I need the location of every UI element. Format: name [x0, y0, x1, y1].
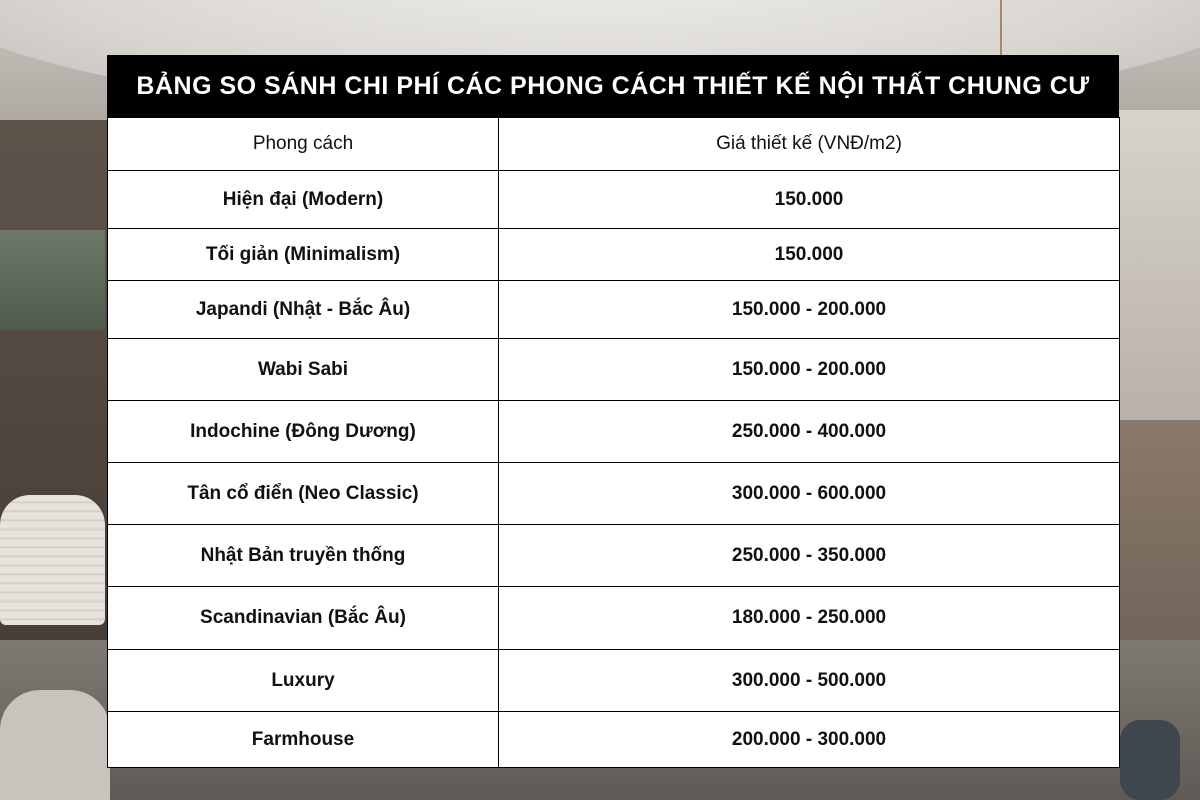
row-price: 250.000 - 350.000	[499, 525, 1120, 587]
table-row	[108, 587, 1120, 650]
row-style: Farmhouse	[108, 712, 499, 768]
row-price: 150.000 - 200.000	[499, 339, 1120, 401]
table-row	[108, 401, 1120, 463]
table-row	[108, 171, 1120, 229]
chair-decor	[0, 495, 105, 625]
row-style: Japandi (Nhật - Bắc Âu)	[108, 281, 499, 339]
table-row	[108, 339, 1120, 401]
price-table	[107, 117, 1120, 768]
row-price: 180.000 - 250.000	[499, 587, 1120, 650]
pillow-right-decor	[1120, 720, 1180, 800]
row-style: Indochine (Đông Dương)	[108, 401, 499, 463]
row-price: 150.000	[499, 171, 1120, 229]
row-price: 250.000 - 400.000	[499, 401, 1120, 463]
table-row	[108, 463, 1120, 525]
row-style: Tân cổ điển (Neo Classic)	[108, 463, 499, 525]
row-price: 300.000 - 500.000	[499, 650, 1120, 712]
header-row	[108, 118, 1120, 171]
left-window-decor	[0, 230, 105, 330]
row-price: 150.000 - 200.000	[499, 281, 1120, 339]
table-row	[108, 281, 1120, 339]
cost-comparison-table	[107, 55, 1119, 768]
pillow-decor	[0, 690, 110, 800]
lamp-cord-decor	[1000, 0, 1002, 60]
table-row	[108, 525, 1120, 587]
right-cabinet-decor	[1115, 420, 1200, 670]
row-style: Scandinavian (Bắc Âu)	[108, 587, 499, 650]
row-style: Nhật Bản truyền thống	[108, 525, 499, 587]
row-price: 300.000 - 600.000	[499, 463, 1120, 525]
header-style: Phong cách	[108, 118, 499, 171]
table-row	[108, 650, 1120, 712]
table-row	[108, 229, 1120, 281]
row-price: 150.000	[499, 229, 1120, 281]
table-row	[108, 712, 1120, 768]
row-price: 200.000 - 300.000	[499, 712, 1120, 768]
table-title: BẢNG SO SÁNH CHI PHÍ CÁC PHONG CÁCH THIẾT KẾ NỘI THẤT CHUNG CƯ	[107, 55, 1119, 117]
row-style: Hiện đại (Modern)	[108, 171, 499, 229]
row-style: Tối giản (Minimalism)	[108, 229, 499, 281]
row-style: Luxury	[108, 650, 499, 712]
header-price: Giá thiết kế (VNĐ/m2)	[499, 118, 1120, 171]
row-style: Wabi Sabi	[108, 339, 499, 401]
